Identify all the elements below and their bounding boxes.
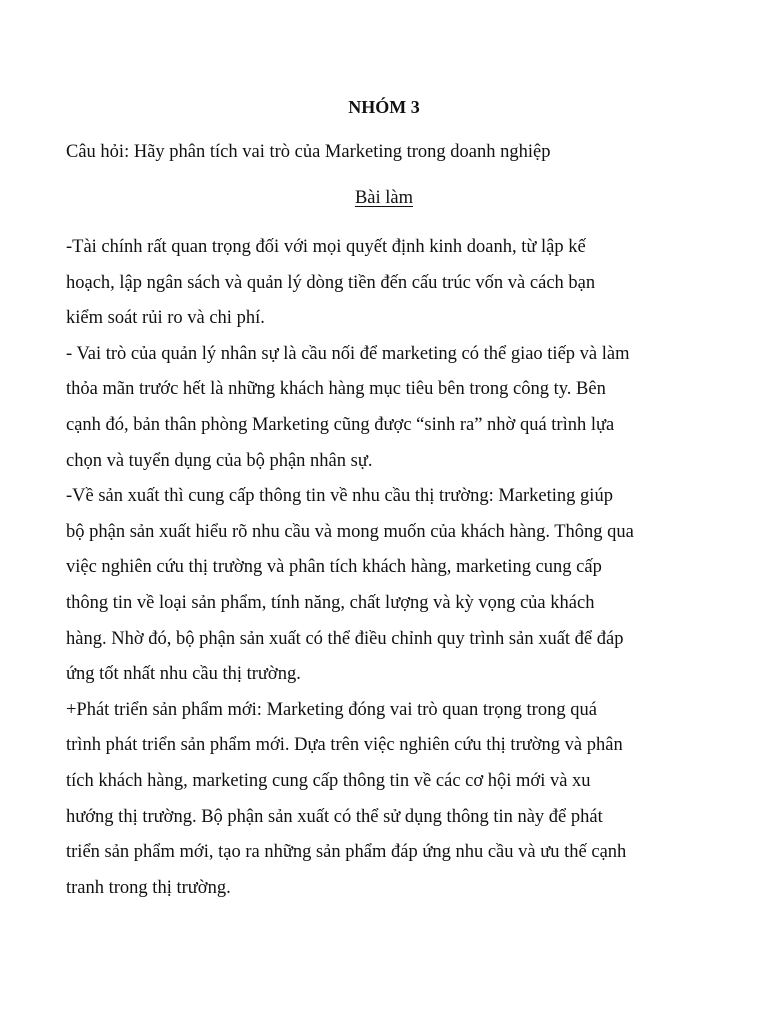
text-line: kiểm soát rủi ro và chi phí. — [66, 308, 265, 329]
text-line: bộ phận sản xuất hiểu rõ nhu cầu và mong muốn của khách hàng. Thông qua — [66, 521, 634, 542]
text-line: ứng tốt nhất nhu cầu thị trường. — [66, 664, 301, 685]
text-line: +Phát triển sản phẩm mới: Marketing đóng vai trò quan trọng trong quá — [66, 699, 597, 720]
text-line: -Tài chính rất quan trọng đối với mọi quyết định kinh doanh, từ lập kế — [66, 237, 586, 257]
text-line: tích khách hàng, marketing cung cấp thông tin về các cơ hội mới và xu — [66, 770, 591, 791]
text-line: chọn và tuyển dụng của bộ phận nhân sự. — [66, 450, 373, 471]
text-line: tranh trong thị trường. — [66, 877, 231, 898]
text-line: hàng. Nhờ đó, bộ phận sản xuất có thể điều chỉnh quy trình sản xuất để đáp — [66, 628, 624, 649]
section-heading: Bài làm — [354, 188, 414, 208]
text-line: thỏa mãn trước hết là những khách hàng mục tiêu bên trong công ty. Bên — [66, 379, 606, 400]
text-line: cạnh đó, bản thân phòng Marketing cũng được “sinh ra” nhờ quá trình lựa — [66, 414, 615, 435]
question-text: Câu hỏi: Hãy phân tích vai trò của Marketing trong doanh nghiệp — [66, 142, 551, 162]
text-line: - Vai trò của quản lý nhân sự là cầu nối để marketing có thể giao tiếp và làm — [66, 343, 630, 364]
text-line: việc nghiên cứu thị trường và phân tích khách hàng, marketing cung cấp — [66, 557, 602, 578]
page-title: NHÓM 3 — [348, 97, 420, 117]
text-line: -Về sản xuất thì cung cấp thông tin về nhu cầu thị trường: Marketing giúp — [66, 486, 613, 507]
text-line: trình phát triển sản phẩm mới. Dựa trên việc nghiên cứu thị trường và phân — [66, 735, 623, 756]
text-line: hướng thị trường. Bộ phận sản xuất có thể sử dụng thông tin này để phát — [66, 806, 603, 827]
text-line: hoạch, lập ngân sách và quản lý dòng tiền đến cấu trúc vốn và cách bạn — [66, 272, 596, 293]
text-line: thông tin về loại sản phẩm, tính năng, chất lượng và kỳ vọng của khách — [66, 592, 595, 613]
text-line: triển sản phẩm mới, tạo ra những sản phẩm đáp ứng nhu cầu và ưu thế cạnh — [66, 842, 627, 863]
body-text — [66, 230, 706, 906]
